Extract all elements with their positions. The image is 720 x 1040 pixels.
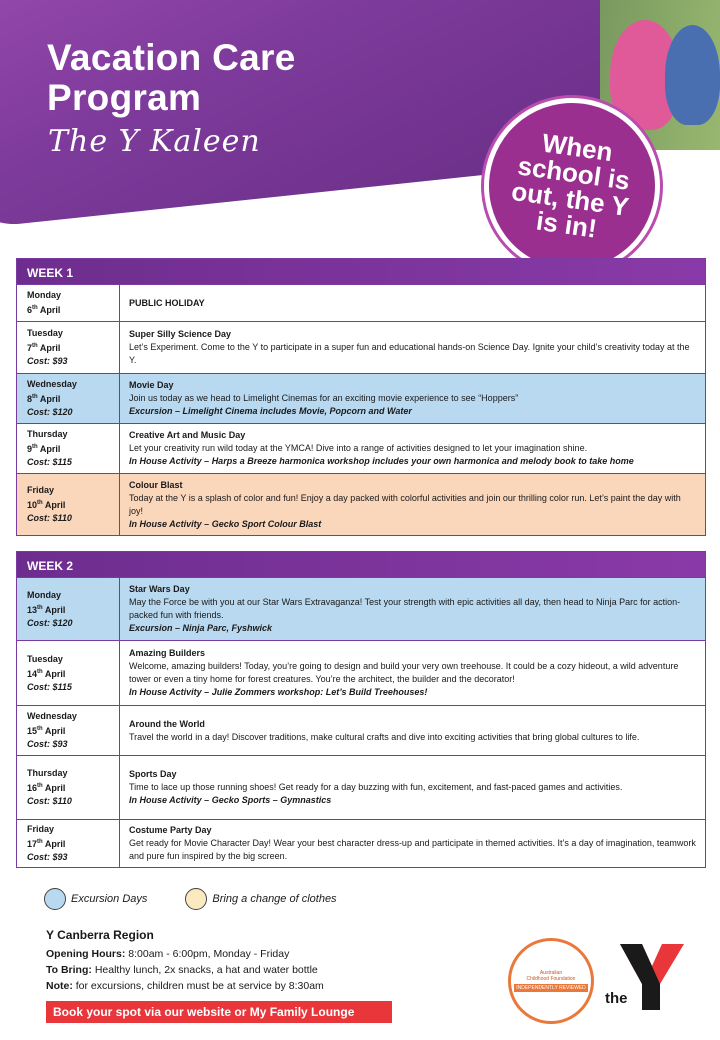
activity-cell (120, 322, 705, 373)
day-cell (17, 322, 120, 373)
date-month: April (39, 394, 61, 404)
day-name: Thursday (27, 768, 68, 778)
activity-note: Excursion – Ninja Parc, Fyshwick (129, 623, 273, 633)
week-1-heading: WEEK 1 (17, 259, 705, 284)
date-month: April (44, 500, 66, 510)
legend-change-label: Bring a change of clothes (212, 893, 337, 905)
day-cell (17, 756, 120, 819)
day-cell (17, 641, 120, 705)
date-suffix: th (37, 604, 43, 611)
date-number: 6 (27, 305, 33, 315)
day-cell (17, 578, 120, 640)
page-title (47, 38, 296, 118)
hours-value: 8:00am - 6:00pm, Monday - Friday (128, 948, 290, 960)
activity-cell (120, 641, 705, 705)
activity-cell (120, 474, 705, 535)
date-number: 7 (27, 343, 33, 353)
activity-title: Creative Art and Music Day (129, 430, 246, 440)
activity-cell (120, 374, 705, 423)
schedule-row (17, 321, 705, 373)
date-month: April (39, 305, 61, 315)
day-date (27, 723, 119, 738)
day-cost: Cost: $110 (27, 796, 72, 806)
week-2-table (16, 551, 706, 868)
day-cost: Cost: $110 (27, 513, 72, 523)
date-number: 10 (27, 500, 38, 510)
legend-excursion-label: Excursion Days (71, 893, 148, 905)
day-cell (17, 424, 120, 473)
day-cell (17, 820, 120, 867)
activity-cell (120, 820, 705, 867)
activity-cell (120, 285, 705, 321)
day-date (27, 836, 119, 851)
day-cost: Cost: $93 (27, 852, 68, 862)
day-name: Thursday (27, 429, 68, 439)
activity-description: Get ready for Movie Character Day! Wear your best character dress-up and participate in themed activities. It’s a day of imagination, teamwork and pure fun inspired by the big screen. (129, 838, 696, 861)
date-number: 8 (27, 394, 33, 404)
excursion-note (46, 980, 324, 992)
activity-description: Join us today as we head to Limelight Cinemas for an exciting movie experience to see “Hoppers” (129, 393, 519, 403)
day-date (27, 602, 119, 617)
day-name: Monday (27, 290, 62, 300)
date-month: April (44, 726, 66, 736)
activity-title: Super Silly Science Day (129, 329, 232, 339)
date-month: April (44, 839, 66, 849)
location-subtitle: The Y Kaleen (48, 124, 261, 159)
seal-text-3: INDEPENDENTLY REVIEWED (516, 985, 586, 991)
activity-description: Today at the Y is a splash of color and fun! Enjoy a day packed with colorful activities and join our thrilling color run. Let’s paint the day with joy! (129, 492, 681, 516)
note-value: for excursions, children must be at service by 8:30am (75, 980, 324, 992)
date-month: April (39, 343, 61, 353)
day-date (27, 302, 119, 317)
activity-title: PUBLIC HOLIDAY (129, 297, 205, 308)
activity-description: Time to lace up those running shoes! Get ready for a day buzzing with fun, excitement, and fast-paced games and activities. (129, 782, 623, 792)
date-number: 17 (27, 839, 38, 849)
activity-title: Costume Party Day (129, 825, 212, 835)
to-bring (46, 964, 318, 976)
activity-description: Travel the world in a day! Discover traditions, make cultural crafts and dive into exciting activities that bring global cultures to life. (129, 731, 640, 742)
activity-note: In House Activity – Gecko Sports – Gymnastics (129, 795, 332, 805)
day-date (27, 780, 119, 795)
activity-title: Sports Day (129, 769, 177, 779)
day-cost: Cost: $93 (27, 739, 68, 749)
note-label: Note: (46, 980, 73, 992)
title-line-1: Vacation Care (47, 37, 296, 78)
bring-value: Healthy lunch, 2x snacks, a hat and water bottle (94, 964, 318, 976)
date-suffix: th (37, 783, 43, 789)
activity-title: Movie Day (129, 380, 174, 390)
date-suffix: th (32, 444, 38, 450)
schedule-row (17, 640, 705, 705)
date-suffix: th (37, 668, 43, 675)
schedule-row (17, 755, 705, 819)
day-cost: Cost: $93 (27, 356, 68, 366)
date-suffix: th (32, 394, 38, 400)
schedule-row (17, 473, 705, 535)
schedule-row (17, 819, 705, 867)
date-suffix: th (32, 343, 38, 349)
day-date (27, 340, 119, 355)
schedule-row (17, 705, 705, 755)
activity-cell (120, 706, 705, 755)
date-number: 15 (27, 726, 38, 736)
week-2-heading: WEEK 2 (17, 552, 705, 577)
activity-title: Amazing Builders (129, 648, 206, 658)
change-clothes-color-swatch (185, 888, 207, 910)
day-cell (17, 474, 120, 535)
date-month: April (44, 604, 66, 615)
activity-description: Welcome, amazing builders! Today, you’re going to design and build your very own treehouse. It could be a cozy hideout, a wild adventure tower or even a tiny home for forest creatures. You’re the architect, the builder and the decorator! (129, 661, 679, 684)
day-cost: Cost: $120 (27, 407, 73, 417)
day-name: Tuesday (27, 653, 63, 664)
date-month: April (39, 444, 61, 454)
date-number: 16 (27, 783, 38, 793)
day-cost: Cost: $120 (27, 617, 73, 628)
schedule-row (17, 373, 705, 423)
schedule-row (17, 284, 705, 321)
day-name: Friday (27, 485, 55, 495)
day-date (27, 666, 119, 681)
schedule-row (17, 577, 705, 640)
date-month: April (44, 783, 66, 793)
date-number: 9 (27, 444, 33, 454)
day-name: Wednesday (27, 711, 77, 721)
day-cost: Cost: $115 (27, 457, 72, 467)
seal-text-2: Childhood Foundation (526, 976, 576, 982)
day-name: Monday (27, 589, 62, 600)
day-cell (17, 374, 120, 423)
activity-cell (120, 578, 705, 640)
date-suffix: th (37, 839, 43, 845)
activity-cell (120, 424, 705, 473)
logo-wordmark: the (605, 990, 628, 1007)
legend (44, 888, 337, 910)
activity-note: In House Activity – Gecko Sport Colour Blast (129, 518, 322, 529)
date-number: 13 (27, 604, 38, 615)
day-date (27, 441, 119, 456)
day-date (27, 391, 119, 406)
day-name: Wednesday (27, 379, 77, 389)
opening-hours (46, 948, 289, 960)
badge-text: When school is out, the Y is in! (509, 127, 632, 244)
bring-label: To Bring: (46, 964, 92, 976)
book-now-button[interactable]: Book your spot via our website or My Family Lounge (46, 1001, 392, 1023)
day-name: Friday (27, 824, 55, 834)
activity-title: Star Wars Day (129, 584, 190, 594)
day-date (27, 497, 119, 512)
seal-text-1: Australian (539, 970, 563, 976)
activity-cell (120, 756, 705, 819)
hours-label: Opening Hours: (46, 948, 126, 960)
date-month: April (44, 668, 66, 679)
activity-note: Excursion – Limelight Cinema includes Movie, Popcorn and Water (129, 406, 412, 416)
activity-note: In House Activity – Harps a Breeze harmonica workshop includes your own harmonica and melody book to take home (129, 456, 634, 466)
date-suffix: th (37, 500, 43, 506)
day-cost: Cost: $115 (27, 681, 72, 692)
day-cell (17, 706, 120, 755)
activity-description: May the Force be with you at our Star Wars Extravaganza! Test your strength with epic activities all day, then head to Ninja Parc for action-packed fun with friends. (129, 597, 681, 620)
week-1-table (16, 258, 706, 536)
day-name: Tuesday (27, 328, 63, 338)
excursion-color-swatch (44, 888, 66, 910)
date-suffix: th (32, 305, 38, 311)
activity-title: Colour Blast (129, 479, 183, 490)
activity-description: Let’s Experiment. Come to the Y to participate in a super fun and educational hands-on Science Day. Ignite your child’s creativity today at the Y. (129, 342, 690, 365)
title-line-2: Program (47, 77, 202, 118)
acf-reviewed-seal (508, 938, 594, 1024)
region-heading: Y Canberra Region (46, 928, 154, 942)
activity-note: In House Activity – Julie Zommers workshop: Let’s Build Treehouses! (129, 687, 428, 697)
date-number: 14 (27, 668, 38, 679)
day-cell (17, 285, 120, 321)
schedule-row (17, 423, 705, 473)
activity-title: Around the World (129, 718, 205, 729)
date-suffix: th (37, 726, 43, 732)
activity-description: Let your creativity run wild today at the YMCA! Dive into a range of activities designed to let your imagination shine. (129, 443, 588, 453)
